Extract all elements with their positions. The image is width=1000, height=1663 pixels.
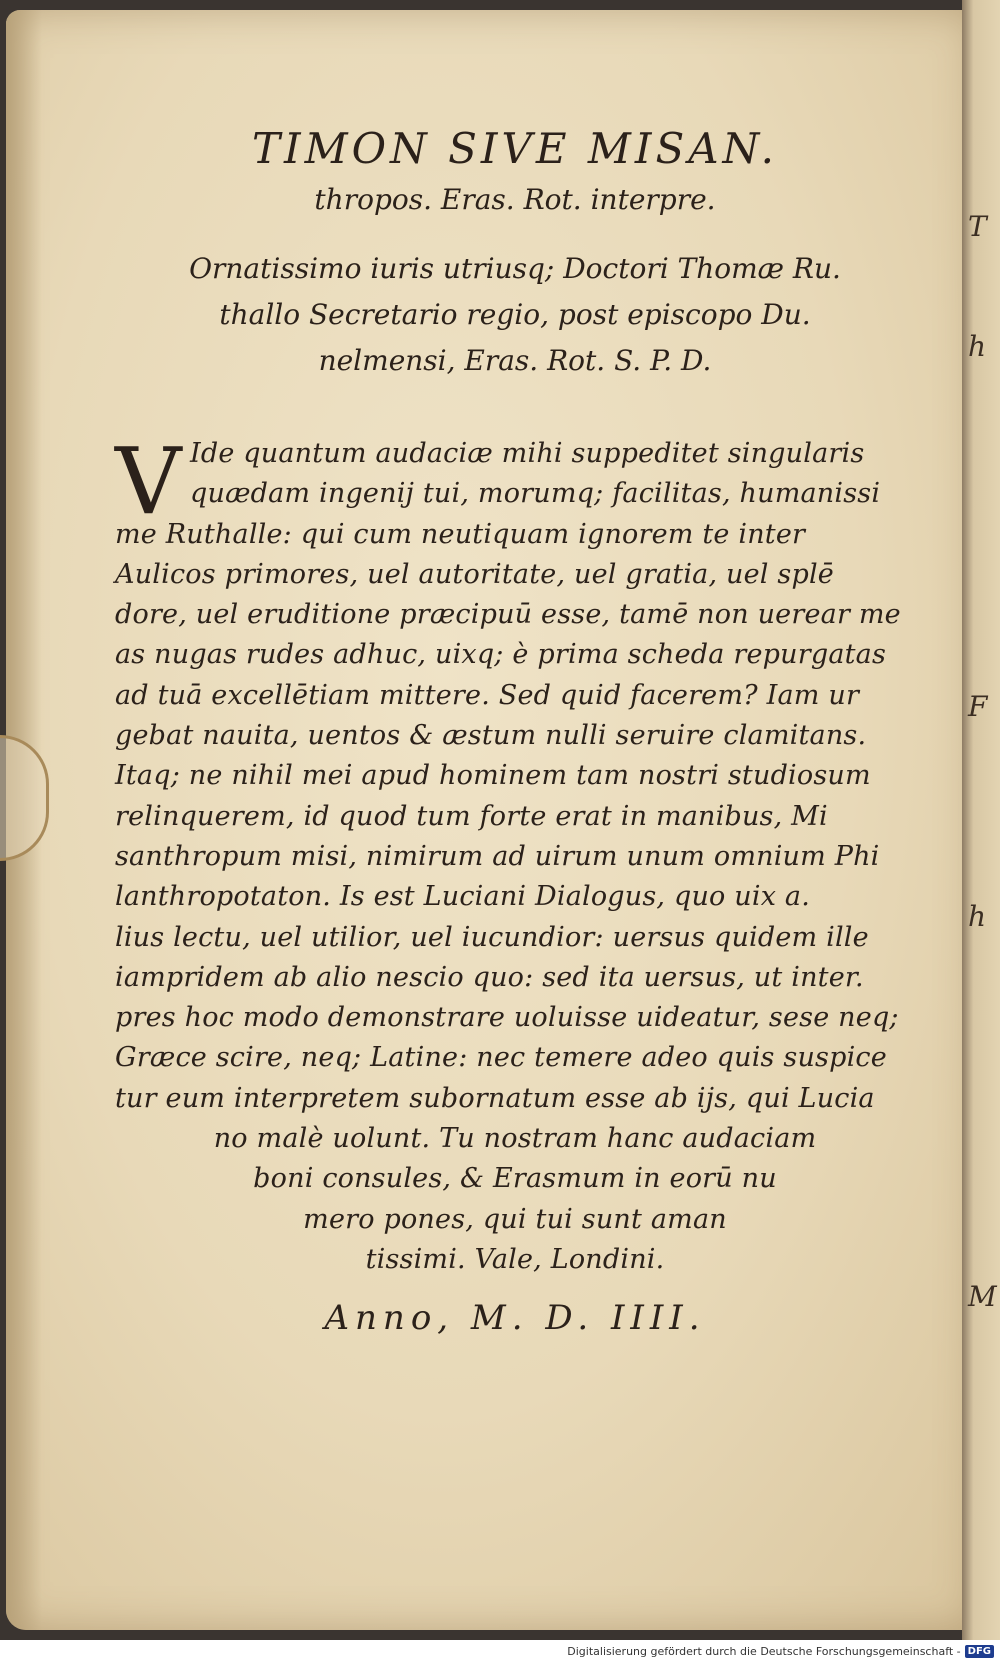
adjacent-page-glyph: h [968, 330, 987, 363]
body-line: Itaq; ne nihil mei apud hominem tam nostri studiosum [115, 760, 871, 792]
body-line: quædam ingenij tui, morumq; facilitas, humanissi [190, 478, 881, 510]
footer-text: Digitalisierung gefördert durch die Deutsche Forschungsgemeinschaft - [567, 1645, 961, 1658]
adjacent-page-edge [962, 0, 1000, 1640]
dfg-logo-icon: DFG [965, 1645, 994, 1658]
body-line: Ide quantum audaciæ mihi suppeditet singularis [190, 438, 865, 469]
title-line-1: TIMON SIVE MISAN. [252, 124, 778, 173]
date-line: Anno, M. D. IIII. [324, 1298, 706, 1339]
closing [115, 1119, 915, 1280]
letter-body [115, 428, 915, 1119]
closing-line: boni consules, & Erasmum in eorū nu [253, 1163, 777, 1195]
body-line: me Ruthalle: qui cum neutiquam ignorem te inter [115, 518, 806, 550]
body-line: gebat nauita, uentos & æstum nulli seruire clamitans. [115, 720, 867, 752]
adjacent-page-glyph: F [968, 690, 988, 723]
drop-cap: V [115, 428, 182, 535]
body-line: ad tuā excellētiam mittere. Sed quid facerem? Iam ur [115, 679, 860, 711]
closing-line: mero pones, qui tui sunt aman [303, 1203, 727, 1235]
body-line: dore, uel eruditione præcipuū esse, tamē non uerear me [115, 599, 901, 631]
body-line: as nugas rudes adhuc, uixq; è prima scheda repurgatas [115, 639, 887, 671]
adjacent-page-glyph: h [968, 900, 987, 933]
digitization-footer [0, 1640, 1000, 1663]
title-line-2: thropos. Eras. Rot. interpre. [314, 183, 716, 216]
dedication-line: thallo Secretario regio, post episcopo Du. [219, 298, 811, 331]
body-line: Aulicos primores, uel autoritate, uel gratia, uel splē [115, 558, 834, 590]
body-line: lius lectu, uel utilior, uel iucundior: uersus quidem ille [115, 921, 869, 953]
body-line: pres hoc modo demonstrare uoluisse uideatur, sese neq; [115, 1002, 899, 1034]
dedication-line: Ornatissimo iuris utriusq; Doctori Thomæ Ru. [189, 252, 841, 285]
body-line: tur eum interpretem subornatum esse ab ijs, qui Lucia [115, 1082, 875, 1114]
closing-line: no malè uolunt. Tu nostram hanc audaciam [213, 1123, 817, 1155]
body-line: santhropum misi, nimirum ad uirum unum omnium Phi [115, 840, 880, 872]
page-text [115, 120, 915, 1372]
adjacent-page-glyph: T [968, 210, 987, 243]
body-line: Græce scire, neq; Latine: nec temere adeo quis suspice [115, 1042, 887, 1074]
closing-line: tissimi. Vale, Londini. [365, 1243, 665, 1275]
dedication-line: nelmensi, Eras. Rot. S. P. D. [318, 344, 712, 377]
adjacent-page-glyph: M [968, 1280, 997, 1313]
dedication [115, 246, 915, 384]
body-line: lanthropotaton. Is est Luciani Dialogus, quo uix a. [115, 881, 811, 913]
body-line: relinquerem, id quod tum forte erat in manibus, Mi [115, 800, 828, 832]
body-line: iampridem ab alio nescio quo: sed ita uersus, ut inter. [115, 961, 864, 993]
